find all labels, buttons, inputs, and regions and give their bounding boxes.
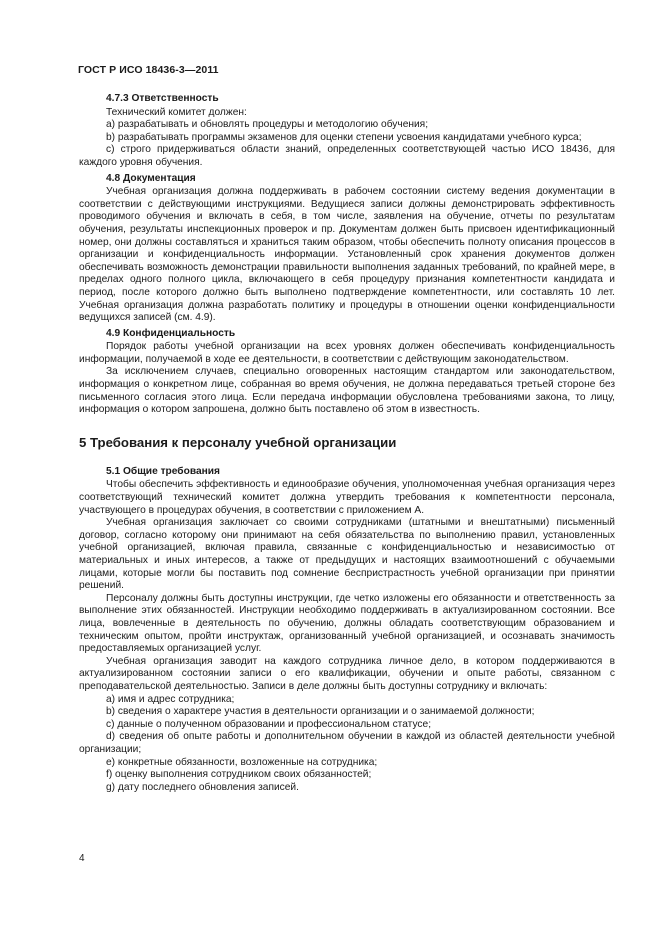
list-item: a) разрабатывать и обновлять процедуры и методологию обучения; [106, 119, 429, 131]
paragraph: Чтобы обеспечить эффективность и единообразие обучения, уполномоченная учебная организация через соответствующий технический комитет должна утвердить требования к компетентности персонала, участвующего в процедурах обучения, в соответствии с приложением А. [79, 479, 615, 516]
heading-4-7-3: 4.7.3 Ответственность [106, 93, 219, 104]
running-header: ГОСТ Р ИСО 18436-3—2011 [78, 64, 219, 76]
list-item: e) конкретные обязанности, возложенные на сотрудника; [106, 756, 378, 768]
list-item: f) оценку выполнения сотрудником своих обязанностей; [106, 769, 372, 781]
page-body [79, 93, 615, 794]
list-item: d) сведения об опыте работы и дополнительном обучении в каждой из областей деятельности учебной организации; [79, 731, 615, 755]
list-item: c) данные о полученном образовании и профессиональном статусе; [106, 718, 432, 730]
list-item: b) сведения о характере участия в деятельности организации и о занимаемой должности; [106, 706, 535, 718]
paragraph: Персоналу должны быть доступны инструкции, где четко изложены его обязанности и ответственность за выполнение этих обязанностей. Инструкции необходимо поддерживать в актуализированном состоянии. Все лица, вовлеченные в деятельность по обучению, должны обладать соответствующим образованием и техническим опытом, пройти инструктаж, организованный учебной организацией, и осознавать значимость предоставляемых организацией услуг. [79, 592, 615, 655]
paragraph: Порядок работы учебной организации на всех уровнях должен обеспечивать конфиденциальность информации, получаемой в ходе ее деятельности, в соответствии с действующим законодательством. [79, 341, 615, 365]
heading-4-8: 4.8 Документация [106, 172, 196, 184]
paragraph: Учебная организация заключает со своими сотрудниками (штатными и внештатными) письменный договор, согласно которому они принимают на себя обязательства по выполнению правил, установленных учебной организацией, включая правила, связанные с конфиденциальностью и независимостью от материальных и иных интересов, а также от предыдущих и настоящих взаимоотношений с обучаемыми лицами, которые могли бы поставить под сомнение беспристрастность учебной организации при принятии решений. [79, 517, 615, 592]
paragraph: Технический комитет должен: [106, 106, 247, 118]
list-item: c) строго придерживаться области знаний, определенных соответствующей частью ИСО 18436, для каждого уровня обучения. [79, 144, 615, 168]
page-number: 4 [79, 853, 85, 864]
paragraph: За исключением случаев, специально оговоренных настоящим стандартом или законодательством, информация о конкретном лице, собранная во время обучения, не должна передаваться третьей стороне без письменного согласия этого лица. Если передача информации обусловлена требованиями закона, то лицу, информация о котором запрошена, должно быть поставлено об этом в известность. [79, 366, 615, 416]
heading-5-1: 5.1 Общие требования [106, 465, 220, 477]
list-item: a) имя и адрес сотрудника; [106, 693, 235, 705]
heading-4-9: 4.9 Конфиденциальность [106, 327, 236, 339]
paragraph: Учебная организация должна поддерживать в рабочем состоянии систему ведения документации в соответствии с действующими инструкциями. Ведущиеся записи должны демонстрировать эффективность проводимого обучения и включать в себя, в том числе, заявления на обучение, отчеты по результатам обучения, результаты инспекционных проверок и пр. Документам должен быть присвоен идентификационный номер, они должны составляться и храниться таким образом, чтобы обеспечить полноту описания процессов в организации и конфиденциальность информации. Установленный срок хранения документов должен обеспечивать возможность демонстрации правильности выполнения заданных требований, по крайней мере, в пределах одного полного цикла, включающего в себя процедуру признания компетентности кандидата и период, после которого должно быть выполнено подтверждение компетентности, или составлять 10 лет. Учебная организация должна разработать политику и процедуры в отношении оценки конфиденциальности ведущихся записей (см. 4.9). [79, 186, 615, 324]
paragraph: Учебная организация заводит на каждого сотрудника личное дело, в котором поддерживаются в актуализированном состоянии записи о его квалификации, обучении и опыте работы, связанном с преподавательской деятельностью. Записи в деле должны быть доступны сотруднику и включать: [79, 655, 615, 692]
heading-5: 5 Требования к персоналу учебной организации [79, 434, 397, 450]
list-item: g) дату последнего обновления записей. [106, 781, 299, 793]
list-item: b) разрабатывать программы экзаменов для оценки степени усвоения кандидатами учебного курса; [106, 131, 582, 143]
